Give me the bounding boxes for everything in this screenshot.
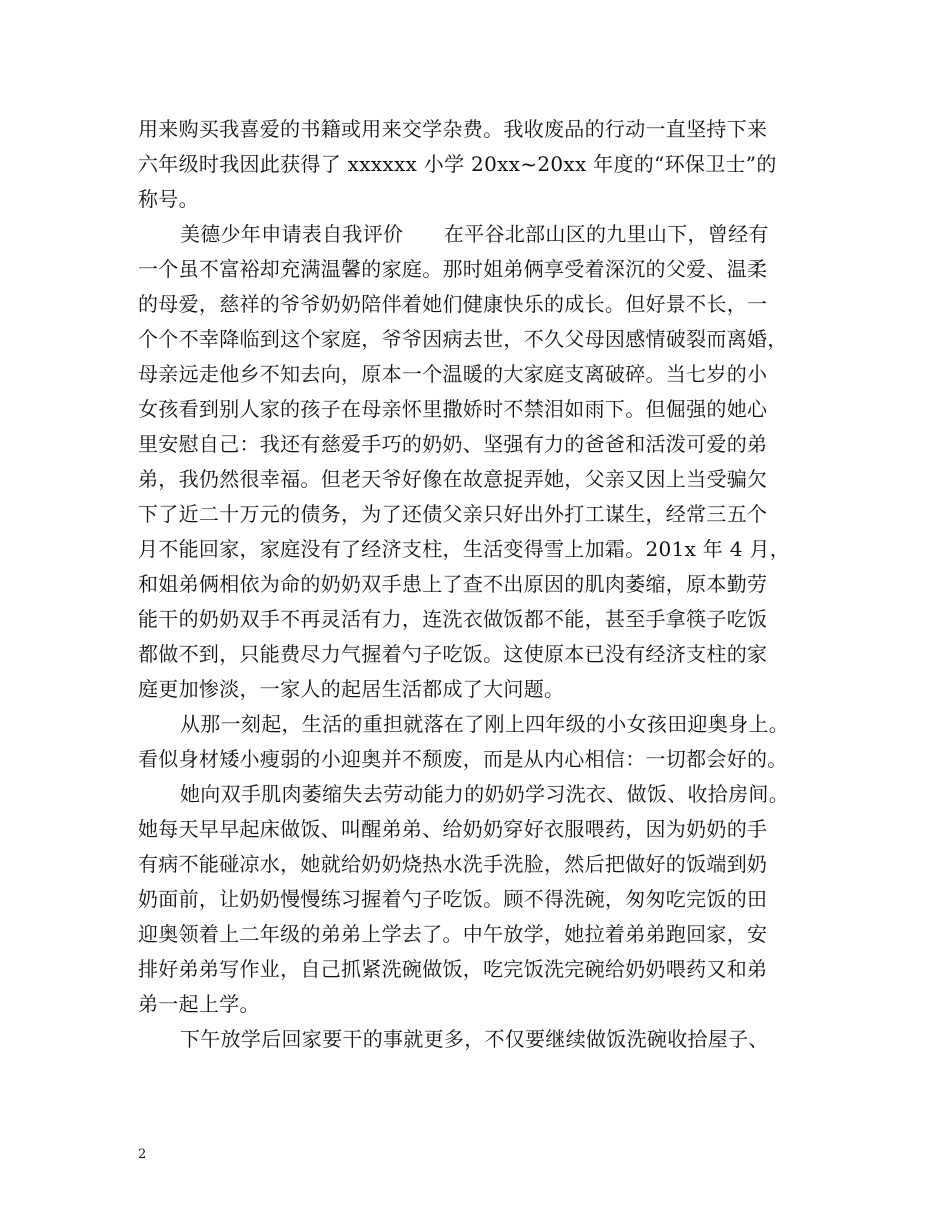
text-line: 有病不能碰凉水，她就给奶奶烧热水洗手洗脸，然后把做好的饭端到奶	[138, 852, 768, 876]
text-line: 美德少年申请表自我评价 在平谷北部山区的九里山下，曾经有	[180, 222, 769, 246]
text-line: 的母爱，慈祥的爷爷奶奶陪伴着她们健康快乐的成长。但好景不长，一	[138, 292, 768, 316]
text-line: 里安慰自己：我还有慈爱手巧的奶奶、坚强有力的爸爸和活泼可爱的弟	[138, 432, 768, 456]
text-line: 一个虽不富裕却充满温馨的家庭。那时姐弟俩享受着深沉的父爱、温柔	[138, 257, 768, 281]
text-line: 和姐弟俩相依为命的奶奶双手患上了查不出原因的肌肉萎缩，原本勤劳	[138, 572, 768, 596]
page-number: 2	[138, 1147, 147, 1162]
text-line: 下午放学后回家要干的事就更多，不仅要继续做饭洗碗收拾屋子、	[180, 1027, 769, 1051]
text-line: 她每天早早起床做饭、叫醒弟弟、给奶奶穿好衣服喂药，因为奶奶的手	[138, 817, 768, 841]
text-line: 排好弟弟写作业，自己抓紧洗碗做饭，吃完饭洗完碗给奶奶喂药又和弟	[138, 957, 768, 981]
text-line: 弟一起上学。	[138, 992, 260, 1016]
text-line: 奶面前，让奶奶慢慢练习握着勺子吃饭。顾不得洗碗，匆匆吃完饭的田	[138, 887, 768, 911]
text-line: 下了近二十万元的债务，为了还债父亲只好出外打工谋生，经常三五个	[138, 502, 768, 526]
text-line: 女孩看到别人家的孩子在母亲怀里撒娇时不禁泪如雨下。但倔强的她心	[138, 397, 768, 421]
text-line: 从那一刻起，生活的重担就落在了刚上四年级的小女孩田迎奥身上。	[180, 712, 789, 736]
text-line: 都做不到，只能费尽力气握着勺子吃饭。这使原本已没有经济支柱的家	[138, 642, 768, 666]
text-line: 六年级时我因此获得了 xxxxxx 小学 20xx~20xx 年度的“环保卫士”的	[138, 152, 777, 176]
text-line: 月不能回家，家庭没有了经济支柱，生活变得雪上加霜。201x 年 4 月，	[138, 537, 791, 561]
text-line: 庭更加惨淡，一家人的起居生活都成了大问题。	[138, 677, 565, 701]
body-text	[138, 112, 818, 1057]
text-line: 看似身材矮小瘦弱的小迎奥并不颓废，而是从内心相信：一切都会好的。	[138, 747, 788, 771]
text-line: 用来购买我喜爱的书籍或用来交学杂费。我收废品的行动一直坚持下来	[138, 117, 768, 141]
text-line: 迎奥领着上二年级的弟弟上学去了。中午放学，她拉着弟弟跑回家，安	[138, 922, 768, 946]
text-line: 弟，我仍然很幸福。但老天爷好像在故意捉弄她，父亲又因上当受骗欠	[138, 467, 768, 491]
text-line: 能干的奶奶双手不再灵活有力，连洗衣做饭都不能，甚至手拿筷子吃饭	[138, 607, 768, 631]
text-line: 她向双手肌肉萎缩失去劳动能力的奶奶学习洗衣、做饭、收拾房间。	[180, 782, 789, 806]
text-line: 称号。	[138, 187, 199, 211]
text-line: 个个不幸降临到这个家庭，爷爷因病去世，不久父母因感情破裂而离婚，	[138, 327, 788, 351]
text-line: 母亲远走他乡不知去向，原本一个温暖的大家庭支离破碎。当七岁的小	[138, 362, 768, 386]
